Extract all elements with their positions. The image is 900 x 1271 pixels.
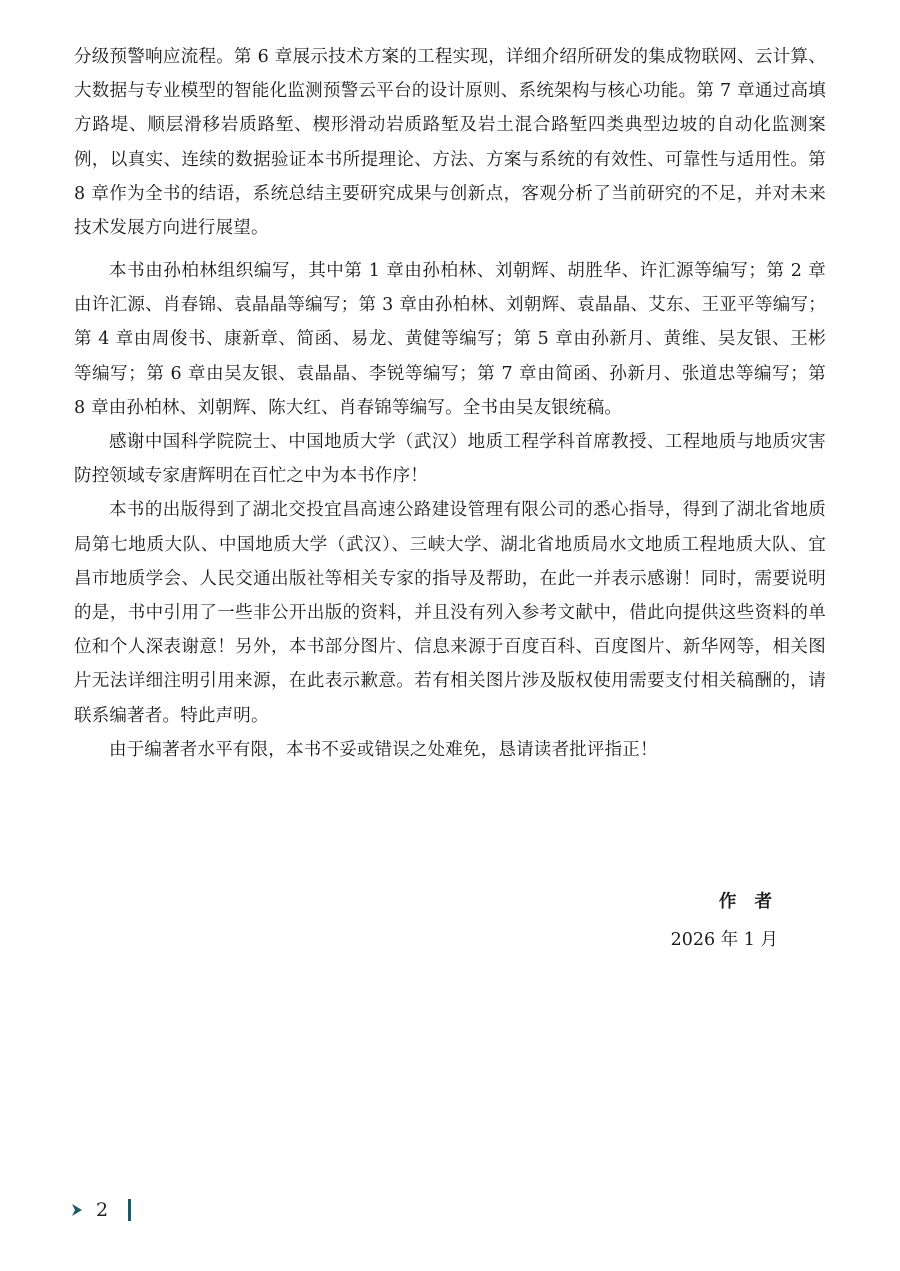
chevron-right-icon [70,1202,84,1218]
page-number: 2 [96,1199,109,1221]
paragraph-chapter-summary: 分级预警响应流程。第 6 章展示技术方案的工程实现，详细介绍所研发的集成物联网、云计算、大数据与专业模型的智能化监测预警云平台的设计原则、系统架构与核心功能。第 7 章通过高填方路堤、顺层滑移岩质路堑、楔形滑动岩质路堑及岩土混合路堑四类典型边坡的自动化监测案例，以真实、连续的数据验证本书所提理论、方法、方案与系统的有效性、可靠性与适用性。第 8 章作为全书的结语，系统总结主要研究成果与创新点，客观分析了当前研究的不足，并对未来技术发展方向进行展望。 [74,47,826,239]
paragraph-authorship: 本书由孙柏林组织编写，其中第 1 章由孙柏林、刘朝辉、胡胜华、许汇源等编写；第 2 章由许汇源、肖春锦、袁晶晶等编写；第 3 章由孙柏林、刘朝辉、袁晶晶、艾东、王亚平等编写；第 4 章由周俊书、康新章、简函、易龙、黄健等编写；第 5 章由孙新月、黄维、吴友银、王彬等编写；第 6 章由吴友银、袁晶晶、李锐等编写；第 7 章由简函、孙新月、张道忠等编写；第 8 章由孙柏林、刘朝辉、陈大红、肖春锦等编写。全书由吴友银统稿。 [74,261,826,418]
footer-divider [128,1199,131,1221]
signature-author: 作 者 [718,892,778,912]
paragraph-acknowledgements: 本书的出版得到了湖北交投宜昌高速公路建设管理有限公司的悉心指导，得到了湖北省地质局第七地质大队、中国地质大学（武汉）、三峡大学、湖北省地质局水文地质工程地质大队、宜昌市地质学会、人民交通出版社等相关专家的指导及帮助，在此一并表示感谢！同时，需要说明的是，书中引用了一些非公开出版的资料，并且没有列入参考文献中，借此向提供这些资料的单位和个人深表谢意！另外，本书部分图片、信息来源于百度百科、百度图片、新华网等，相关图片无法详细注明引用来源，在此表示歉意。若有相关图片涉及版权使用需要支付相关稿酬的，请联系编著者。特此声明。 [74,500,826,726]
signature-date: 2026 年 1 月 [670,930,778,950]
page-footer [70,1196,131,1224]
preface-continuation [74,254,826,767]
paragraph-thanks-foreword: 感谢中国科学院院士、中国地质大学（武汉）地质工程学科首席教授、工程地质与地质灾害防控领域专家唐辉明在百忙之中为本书作序！ [74,432,826,487]
paragraph-disclaimer: 由于编著者水平有限，本书不妥或错误之处难免，恳请读者批评指正！ [109,739,658,760]
